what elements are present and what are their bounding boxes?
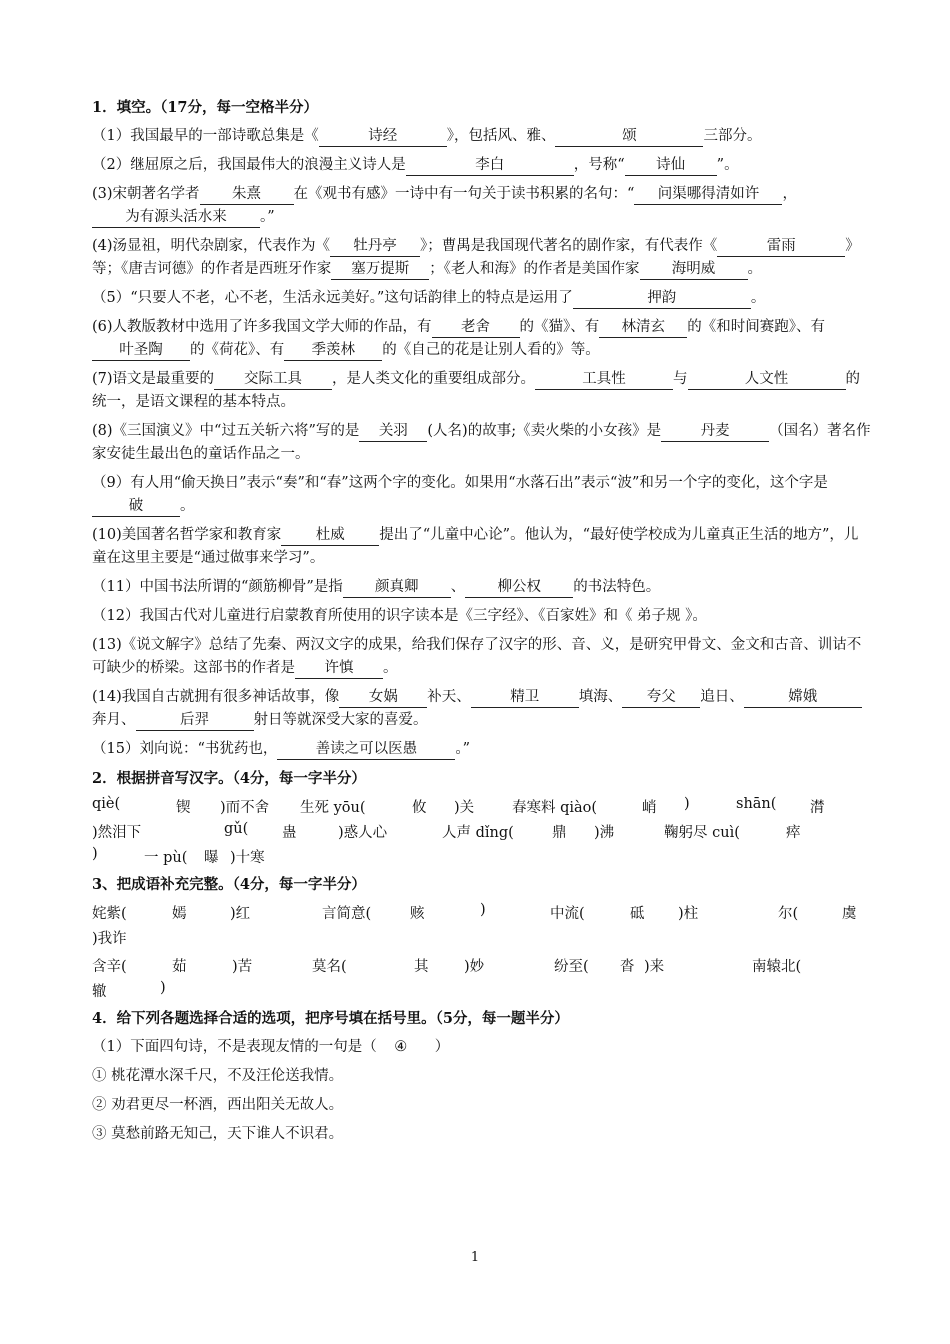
answer: 潸 (810, 800, 825, 816)
page-number: 1 (470, 1250, 480, 1265)
answer-blank: 柳公权 (465, 578, 573, 598)
section-1-heading: 1．填空。（17分，每一空格半分） (92, 99, 319, 116)
question-1-3: (3)宋朝著名学者 朱熹 在《观书有感》一诗中有一句关于读书积累的名句：“ 问渠哪得清如许 ，为有源头活水来 。” (92, 183, 872, 229)
answer: 砥 (630, 906, 645, 922)
answer-blank: 杜威 (281, 526, 379, 546)
answer-blank: 牡丹亭 (330, 237, 420, 257)
question-1-13: (13)《说文解字》总结了先秦、两汉文字的成果，给我们保存了汉字的形、音、义，是研究甲骨文、金文和古音、训诂不可缺少的桥梁。这部书的作者是 许慎 。 (92, 634, 872, 680)
answer: 沓 (620, 959, 635, 975)
answer: 辙 (92, 984, 107, 1000)
answer: 虞 (842, 906, 857, 922)
section-2-heading: 2．根据拼音写汉字。（4分，每一字半分） (92, 770, 366, 787)
answer-blank: 关羽 (359, 422, 427, 442)
answer-blank: 善读之可以医愚 (277, 740, 455, 760)
pinyin-row-3: ) 一 pù( 曝 )十寒 (92, 846, 265, 866)
answer-blank: 颂 (555, 127, 703, 147)
question-1-6: (6)人教版教材中选用了许多我国文学大师的作品，有 老舍 的《猫》、有 林清玄 的《和时间赛跑》、有叶圣陶 的《荷花》、有 季羡林 的《自己的花是让别人看的》等。 (92, 316, 872, 362)
answer-blank: 诗经 (319, 127, 447, 147)
answer-blank: 诗仙 (625, 156, 717, 176)
answer-blank: 雷雨 (717, 237, 845, 257)
answer-blank: 老舍 (432, 318, 520, 338)
section-4-heading: 4．给下列各题选择合适的选项，把序号填在括号里。（5分，每一题半分） (92, 1010, 569, 1027)
question-1-12: （12）我国古代对儿童进行启蒙教育所使用的识字读本是《三字经》、《百家姓》和《 弟子规 》。 (92, 608, 707, 624)
question-1-4: (4)汤显祖，明代杂剧家，代表作为《 牡丹亭 》；曹禺是我国现代著名的剧作家，有代表作《 雷雨 》等；《唐吉诃德》的作者是西班牙作家 塞万提斯 ；《老人和海》的作者是美国作家 海明威 。 (92, 235, 872, 281)
answer: 曝 (204, 850, 219, 866)
answer-blank: 押韵 (573, 289, 751, 309)
question-1-1: （1）我国最早的一部诗歌总集是《 诗经 》，包括风、雅、 颂 三部分。 (92, 125, 872, 148)
answer-blank: 林清玄 (599, 318, 687, 338)
option-1: ① 桃花潭水深千尺，不及汪伦送我情。 (92, 1068, 344, 1084)
idiom-row-1: 姹紫( 嫣 )红 言简意( 赅 ) 中流( 砥 )柱 尔( 虞 (92, 902, 857, 922)
question-1-8: (8)《三国演义》中“过五关斩六将”写的是 关羽 (人名)的故事;《卖火柴的小女孩》是 丹麦 （国名）著名作家安徒生最出色的童话作品之一。 (92, 423, 871, 462)
idiom-row-4: 辙 ) (92, 980, 166, 1000)
answer-blank: 嫦娥 (744, 688, 862, 708)
pinyin-row-2: )然泪下 gǔ( 蛊 )惑人心 人声 dǐng( 鼎 )沸 鞠躬尽 cuì( 瘁 (92, 821, 801, 841)
answer: 鼎 (552, 825, 567, 841)
answer-blank: 人文性 (688, 370, 846, 390)
answer: 锲 (176, 800, 191, 816)
answer: 攸 (412, 800, 427, 816)
option-2: ② 劝君更尽一杯酒，西出阳关无故人。 (92, 1097, 344, 1113)
question-1-15: （15）刘向说：“书犹药也， 善读之可以医愚 。” (92, 738, 872, 761)
answer-blank: 破 (92, 497, 180, 517)
answer-blank: 李白 (406, 156, 574, 176)
answer-blank: 丹麦 (661, 422, 769, 442)
answer-blank: 工具性 (535, 370, 673, 390)
answer-blank: 为有源头活水来 (92, 208, 260, 228)
answer-blank: 精卫 (471, 688, 579, 708)
question-1-9: （9）有人用“偷天换日”表示“奏”和“春”这两个字的变化。如果用“水落石出”表示“波”和另一个字的变化，这个字是破 。 (92, 472, 872, 518)
answer: 其 (414, 959, 429, 975)
idiom-row-2: )我诈 (92, 931, 127, 947)
answer: 茹 (172, 959, 187, 975)
question-1-14: (14)我国自古就拥有很多神话故事，像 女娲 补天、 精卫 填海、 夸父 追日、 嫦娥奔月、 后羿 射日等就深受大家的喜爱。 (92, 686, 872, 732)
answer: 瘁 (786, 825, 801, 841)
answer-blank: 季羡林 (284, 341, 382, 361)
question-1-7: (7)语文是最重要的 交际工具 ，是人类文化的重要组成部分。 工具性 与 人文性 的统一，是语文课程的基本特点。 (92, 371, 861, 410)
answer: 嫣 (172, 906, 187, 922)
answer-blank: 颜真卿 (343, 578, 451, 598)
idiom-row-3: 含辛( 茹 )苦 莫名( 其 )妙 纷至( 沓 )来 南辕北( (92, 955, 872, 980)
option-3: ③ 莫愁前路无知己，天下谁人不识君。 (92, 1126, 344, 1142)
answer: 峭 (642, 800, 657, 816)
question-1-10: (10)美国著名哲学家和教育家 杜威 提出了“儿童中心论”。他认为，“最好使学校成为儿童真正生活的地方”，儿童在这里主要是“通过做事来学习”。 (92, 527, 859, 566)
answer: 赅 (410, 906, 425, 922)
answer-blank: 女娲 (339, 688, 427, 708)
answer-blank: 问渠哪得清如许 (634, 185, 782, 205)
answer: ④ (394, 1039, 408, 1055)
answer-blank: 夸父 (622, 688, 700, 708)
question-4-1: （1）下面四句诗，不是表现友情的一句是（ ④ ） (92, 1036, 872, 1059)
answer-blank: 许慎 (295, 659, 383, 679)
answer-blank: 海明威 (640, 260, 748, 280)
answer: 蛊 (282, 825, 297, 841)
exam-page (92, 96, 872, 1152)
pinyin-row-1: qiè( 锲 )而不舍 生死 yōu( 攸 )关 春寒料 qiào( 峭 ) shān( 潸 (92, 796, 825, 816)
question-1-2: （2）继屈原之后，我国最伟大的浪漫主义诗人是 李白 ，号称“ 诗仙 ”。 (92, 154, 872, 177)
answer-blank: 交际工具 (214, 370, 332, 390)
question-1-11: （11）中国书法所谓的“颜筋柳骨”是指 颜真卿 、 柳公权 的书法特色。 (92, 576, 872, 599)
section-3-heading: 3、把成语补充完整。（4分，每一字半分） (92, 876, 366, 893)
answer-blank: 朱熹 (200, 185, 294, 205)
answer-blank: 塞万提斯 (331, 260, 429, 280)
answer-blank: 叶圣陶 (92, 341, 190, 361)
question-1-5: （5）“只要人不老，心不老，生活永远美好。”这句话韵律上的特点是运用了 押韵 。 (92, 287, 872, 310)
answer-blank: 后羿 (136, 711, 254, 731)
